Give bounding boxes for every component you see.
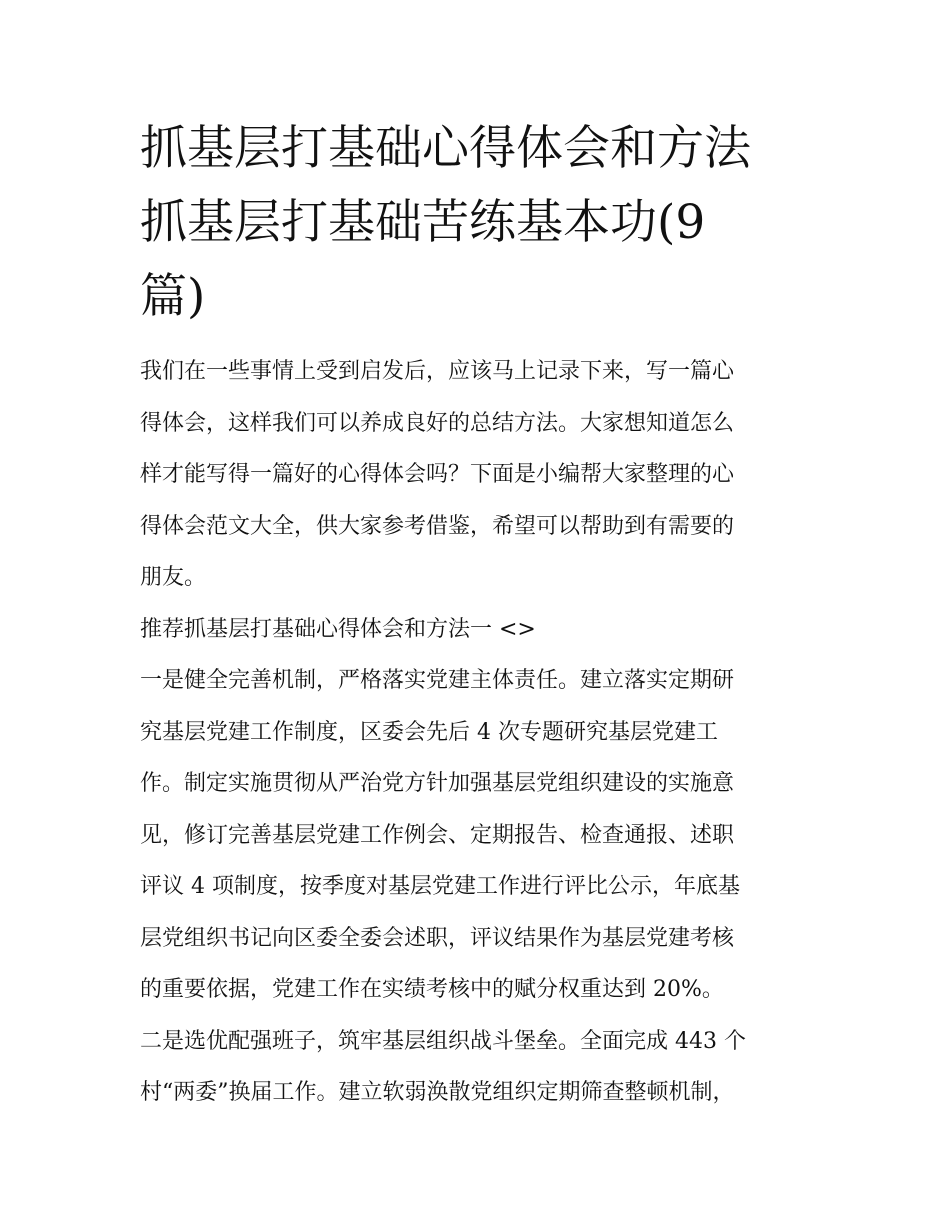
intro-paragraph: [140, 346, 812, 604]
paragraph-1: [140, 655, 812, 1016]
intro-line-5: 朋友。: [140, 565, 207, 590]
paragraph-1-line-6: 层党组织书记向区委全委会述职，评议结果作为基层党建考核: [140, 925, 735, 951]
paragraph-2-line-2: 村“两委”换届工作。建立软弱涣散党组织定期筛查整顿机制，: [140, 1080, 735, 1105]
title-line-1: 抓基层打基础心得体会和方法: [140, 121, 751, 176]
paragraph-1-line-1: 一是健全完善机制，严格落实党建主体责任。建立落实定期研: [140, 668, 735, 693]
section-heading: 推荐抓基层打基础心得体会和方法一 <>: [140, 616, 536, 642]
title-line-3: 篇): [140, 269, 206, 324]
paragraph-1-line-5: 评议 4 项制度，按季度对基层党建工作进行评比公示，年底基: [140, 874, 740, 899]
document-title: [140, 112, 812, 334]
document-content: [140, 112, 812, 1119]
paragraph-2: [140, 1016, 812, 1119]
intro-line-2: 得体会，这样我们可以养成良好的总结方法。大家想知道怎么: [140, 410, 735, 436]
intro-line-4: 得体会范文大全，供大家参考借鉴，希望可以帮助到有需要的: [140, 513, 735, 539]
paragraph-2-line-1: 二是选优配强班子，筑牢基层组织战斗堡垒。全面完成 443 个: [140, 1028, 746, 1054]
paragraph-1-line-4: 见，修订完善基层党建工作例会、定期报告、检查通报、述职: [140, 822, 735, 848]
paragraph-1-line-7: 的重要依据，党建工作在实绩考核中的赋分权重达到 20%。: [140, 977, 724, 1002]
title-line-2: 抓基层打基础苦练基本功(9: [140, 195, 706, 250]
paragraph-1-line-2: 究基层党建工作制度，区委会先后 4 次专题研究基层党建工: [140, 719, 718, 745]
intro-line-3: 样才能写得一篇好的心得体会吗？下面是小编帮大家整理的心: [140, 462, 735, 487]
intro-line-1: 我们在一些事情上受到启发后，应该马上记录下来，写一篇心: [140, 359, 735, 384]
paragraph-1-line-3: 作。制定实施贯彻从严治党方针加强基层党组织建设的实施意: [140, 771, 735, 796]
